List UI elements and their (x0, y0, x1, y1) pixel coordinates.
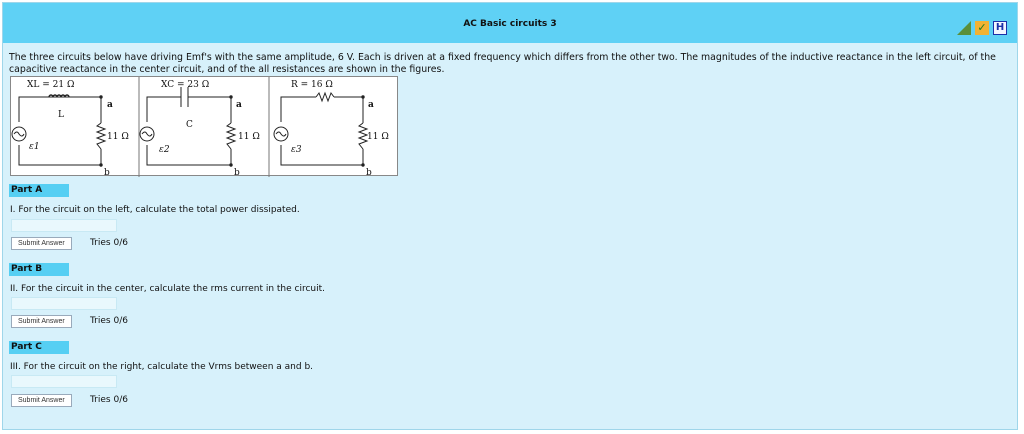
triangle-icon[interactable] (957, 21, 971, 35)
part-a-submit-button[interactable]: Submit Answer (11, 237, 72, 250)
left-node-b: b (104, 168, 110, 177)
part-b-answer-input[interactable] (11, 297, 117, 310)
right-resistance: 11 Ω (367, 132, 389, 142)
left-inductor-label: L (58, 110, 64, 120)
checkmark-icon[interactable]: ✓ (975, 21, 989, 35)
left-reactance-label: XL = 21 Ω (27, 80, 75, 90)
part-b-label: Part B (9, 263, 69, 276)
part-c-label: Part C (9, 341, 69, 354)
center-node-b: b (234, 168, 240, 177)
center-capacitor-label: C (186, 120, 193, 130)
left-node-a: a (107, 100, 113, 110)
part-a-label: Part A (9, 184, 69, 197)
center-resistance: 11 Ω (238, 132, 260, 142)
part-c-tries: Tries 0/6 (90, 395, 128, 405)
header-bar (3, 3, 1017, 43)
right-node-b: b (366, 168, 372, 177)
part-a-answer-input[interactable] (11, 219, 117, 232)
page-title: AC Basic circuits 3 (463, 19, 557, 29)
left-resistance: 11 Ω (107, 132, 129, 142)
part-b-question: II. For the circuit in the center, calculate the rms current in the circuit. (10, 284, 326, 294)
part-c-submit-button[interactable]: Submit Answer (11, 394, 72, 407)
center-reactance-label: XC = 23 Ω (161, 80, 210, 90)
problem-frame (2, 2, 1018, 430)
center-emf: ε2 (159, 145, 170, 155)
left-emf: ε1 (29, 142, 40, 152)
header-icons (957, 21, 1007, 35)
circuit-figure (10, 76, 398, 176)
part-b-submit-button[interactable]: Submit Answer (11, 315, 72, 328)
center-node-a: a (236, 100, 242, 110)
right-node-a: a (368, 100, 374, 110)
part-c-answer-input[interactable] (11, 375, 117, 388)
part-c-question: III. For the circuit on the right, calculate the Vrms between a and b. (10, 362, 314, 372)
circuit-svg (11, 77, 399, 177)
part-b-tries: Tries 0/6 (90, 316, 128, 326)
right-emf: ε3 (291, 145, 302, 155)
right-resistor-label: R = 16 Ω (291, 80, 333, 90)
hint-icon[interactable]: H (993, 21, 1007, 35)
part-a-question: I. For the circuit on the left, calculate the total power dissipated. (10, 205, 300, 215)
part-a-tries: Tries 0/6 (90, 238, 128, 248)
problem-intro: The three circuits below have driving Emf's with the same amplitude, 6 V. Each is driven at a fixed frequency which differs from the other two. The magnitudes of the inductive reactance in the left circuit, of the capacitive reactance in the center circuit, and of the all resistances are shown in the figures. (9, 52, 996, 75)
